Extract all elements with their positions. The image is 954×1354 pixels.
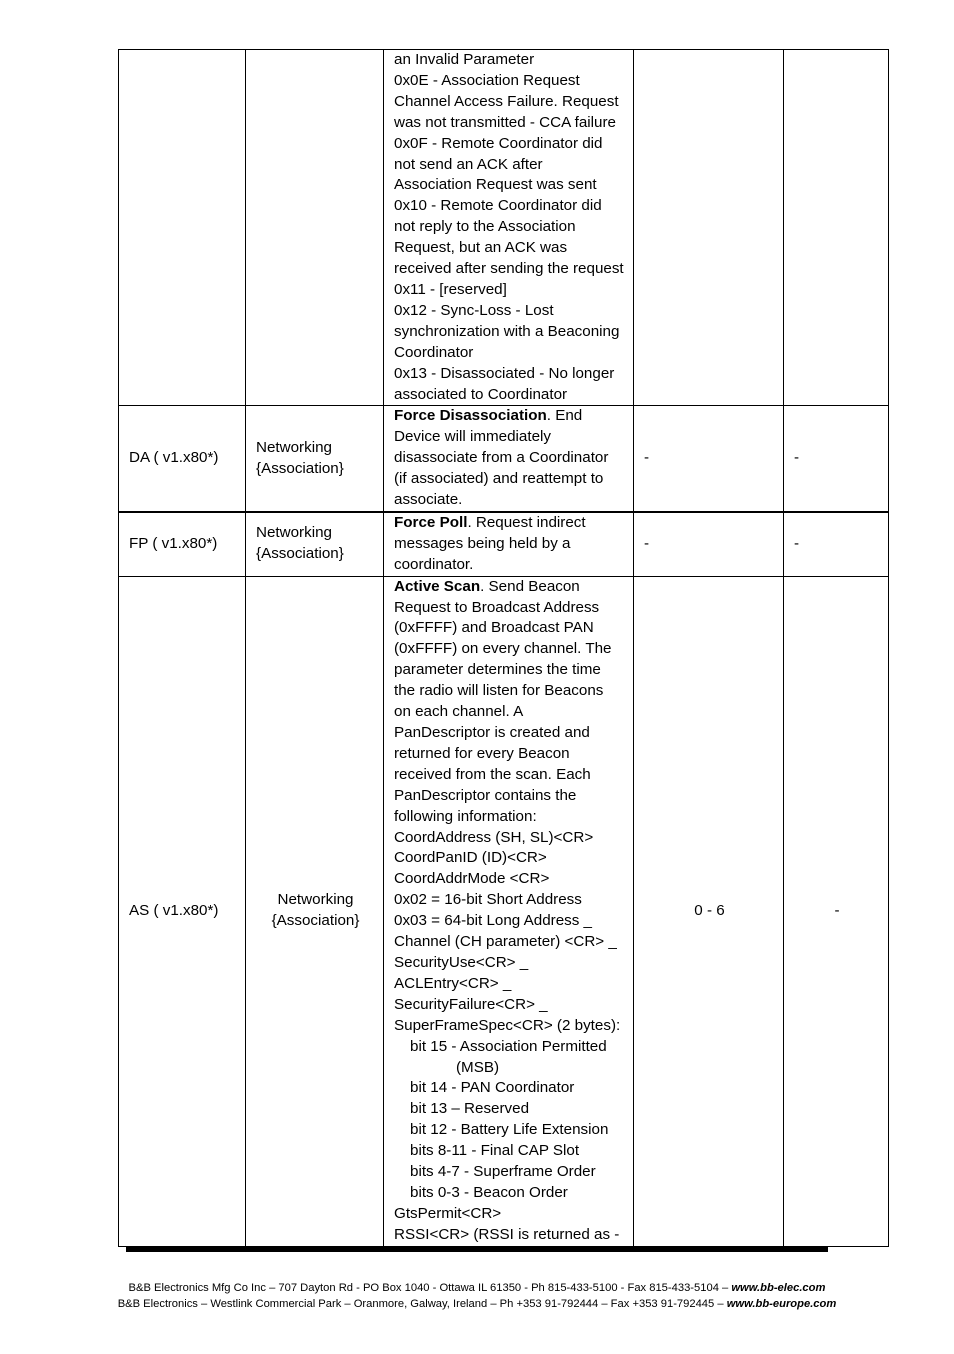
command-title: Active Scan (394, 577, 481, 595)
description-line: CoordAddress (SH, SL)<CR> (394, 828, 594, 846)
bit-line: (MSB) (456, 1058, 500, 1076)
description-line: RSSI<CR> (RSSI is returned as - (394, 1225, 620, 1243)
command-cell: AS ( v1.x80*) (119, 576, 246, 1246)
command-cell: FP ( v1.x80*) (119, 512, 246, 576)
table-row (119, 576, 889, 1246)
description-line: (0xFFFF) and Broadcast PAN (394, 619, 594, 637)
default-cell: - (784, 576, 889, 1246)
bit-line: bit 13 – Reserved (410, 1100, 530, 1118)
description-line: on each channel. A (394, 703, 524, 721)
description-line: Channel (CH parameter) <CR> _ (394, 933, 617, 951)
description-line: was not transmitted - CCA failure (394, 113, 616, 131)
description-line: 0x10 - Remote Coordinator did (394, 197, 602, 215)
default-cell: - (784, 406, 889, 512)
description-line: CoordPanID (ID)<CR> (394, 849, 547, 867)
description-line: (0xFFFF) on every channel. The (394, 640, 612, 658)
table-row (119, 50, 889, 406)
description-line: SecurityUse<CR> _ (394, 953, 529, 971)
description-line: synchronization with a Beaconing (394, 322, 620, 340)
description-line: SecurityFailure<CR> _ (394, 995, 548, 1013)
footer-line-europe (0, 1296, 954, 1312)
range-cell (634, 50, 784, 406)
description-line: following information: (394, 807, 537, 825)
default-cell (784, 50, 889, 406)
description-line: messages being held by a (394, 534, 571, 552)
command-cell: DA ( v1.x80*) (119, 406, 246, 512)
description-line: Channel Access Failure. Request (394, 92, 619, 110)
range-cell: - (634, 406, 784, 512)
description-line: the radio will listen for Beacons (394, 682, 604, 700)
category-cell (246, 50, 384, 406)
description-line: 0x02 = 16-bit Short Address (394, 891, 582, 909)
bit-line: bit 12 - Battery Life Extension (410, 1121, 609, 1139)
description-line: an Invalid Parameter (394, 51, 535, 68)
category-line: {Association} (256, 545, 344, 563)
footer-divider (126, 1247, 828, 1252)
default-cell: - (784, 512, 889, 576)
bit-line: bits 4-7 - Superframe Order (410, 1163, 596, 1181)
footer-address: B&B Electronics Mfg Co Inc – 707 Dayton Rd - PO Box 1040 - Ottawa IL 61350 - Ph 815-433-5100 - Fax 815-433-5104 – (128, 1282, 732, 1294)
description-line: Request to Broadcast Address (394, 598, 600, 616)
description-line: not send an ACK after (394, 155, 543, 173)
command-title: Force Poll (394, 513, 468, 531)
description-line: Coordinator (394, 343, 474, 361)
description-line: returned for every Beacon (394, 744, 570, 762)
description-cell (384, 512, 634, 576)
category-line: Networking (277, 891, 354, 909)
description-line: Association Request was sent (394, 176, 597, 194)
category-line: Networking (256, 524, 332, 542)
footer-website-link[interactable]: www.bb-europe.com (726, 1298, 837, 1310)
title-rest: . Request indirect (467, 513, 586, 531)
category-cell (246, 576, 384, 1246)
description-line: GtsPermit<CR> (394, 1204, 502, 1222)
category-line: {Association} (271, 912, 360, 930)
command-cell (119, 50, 246, 406)
description-line: associated to Coordinator (394, 385, 568, 403)
description-line: not reply to the Association (394, 218, 576, 236)
description-cell (384, 406, 634, 512)
description-title-line (394, 513, 625, 534)
description-cell (384, 576, 634, 1246)
category-cell (246, 512, 384, 576)
description-line: ACLEntry<CR> _ (394, 974, 512, 992)
description-line: PanDescriptor is created and (394, 724, 590, 741)
description-line: SuperFrameSpec<CR> (2 bytes): (394, 1016, 621, 1034)
description-line: Device will immediately (394, 428, 551, 446)
description-title-line (394, 406, 625, 427)
description-title-line (394, 577, 625, 598)
description-line: disassociate from a Coordinator (394, 449, 609, 467)
footer-address: B&B Electronics – Westlink Commercial Park – Oranmore, Galway, Ireland – Ph +353 91-792444 – Fax +353 91-792445 – (117, 1298, 727, 1310)
bit-line: bit 14 - PAN Coordinator (410, 1079, 575, 1097)
range-cell: - (634, 512, 784, 576)
footer-website-link[interactable]: www.bb-elec.com (731, 1282, 826, 1294)
description-line: coordinator. (394, 555, 474, 573)
category-cell (246, 406, 384, 512)
table-row (119, 406, 889, 512)
description-line: 0x12 - Sync-Loss - Lost (394, 301, 554, 319)
category-line: {Association} (256, 459, 344, 477)
description-line: Request, but an ACK was (394, 239, 568, 257)
description-cell (384, 50, 634, 406)
description-line: PanDescriptor contains the (394, 786, 577, 804)
title-rest: . Send Beacon (480, 577, 580, 595)
bit-line: bit 15 - Association Permitted (410, 1037, 607, 1055)
table-row (119, 512, 889, 576)
bit-line: bits 0-3 - Beacon Order (410, 1183, 568, 1201)
description-line: 0x03 = 64-bit Long Address _ (394, 912, 593, 930)
description-line: received after sending the request (394, 260, 624, 278)
category-line: Networking (256, 438, 332, 456)
description-line: 0x0F - Remote Coordinator did (394, 134, 603, 152)
command-table (118, 49, 889, 1247)
bit-line: bits 8-11 - Final CAP Slot (410, 1142, 580, 1160)
range-cell: 0 - 6 (634, 576, 784, 1246)
description-line: 0x11 - [reserved] (394, 280, 507, 298)
description-line: CoordAddrMode <CR> (394, 870, 550, 888)
description-line: 0x13 - Disassociated - No longer (394, 364, 615, 382)
description-line: 0x0E - Association Request (394, 71, 580, 89)
description-line: (if associated) and reattempt to (394, 470, 604, 488)
description-line: associate. (394, 491, 463, 509)
footer-line-us (0, 1280, 954, 1296)
title-rest: . End (546, 407, 583, 425)
description-line: parameter determines the time (394, 661, 601, 679)
command-title: Force Disassociation (394, 407, 547, 425)
description-line: received from the scan. Each (394, 765, 591, 783)
